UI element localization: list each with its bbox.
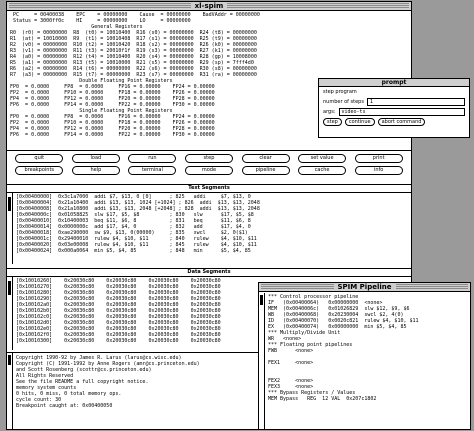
button-row-2 (7, 166, 411, 175)
register-line: General Registers (10, 24, 143, 30)
set-value-button[interactable]: set value (298, 154, 346, 163)
register-line: FP6 = 0.0000 FP14 = 0.0000 FP22 = 0.00000 FP30 = 0.00000 (10, 102, 215, 108)
text-segment-row: [0x00400004] 0x21a10400 addi $13, $13, 1024 [+1024] ; 826 addi $13, $13, 2048 (16, 200, 260, 206)
text-segment-row: [0x00400000] 0x3c1a7000 addi $7, $13, 0 [0] ; 825 addi $7, $13, 0 (16, 194, 251, 200)
text-segment-pane (7, 184, 411, 264)
pipeline-line: ID (0x00400070) 0x0020c821 rulew $4, $10, $11 (268, 318, 419, 324)
text-segment-row: [0x00400008] 0x21a10800 addi $13, $13, 2048 [+2048] ; 828 addi $13, $13, 2048 (16, 206, 260, 212)
pipeline-line: *** Control processor pipeline (268, 294, 359, 300)
register-line: R3 (v1) = 00000000 R11 (t3) = 20010f1f R19 (s3) = 00000000 R27 (k1) = 00000000 (10, 48, 257, 54)
register-line: FP0 = 0.0000 FP8 = 0.0000 FP16 = 0.00000 FP24 = 0.00000 (10, 114, 215, 120)
data-segments-header: Data Segments (187, 269, 231, 275)
register-line: FP0 = 0.0000 FP8 = 0.0000 FP16 = 0.00000 FP24 = 0.00000 (10, 84, 215, 90)
data-segment-scrollbar[interactable] (7, 277, 13, 350)
register-line: FP6 = 0.0000 FP14 = 0.0000 FP22 = 0.00000 FP30 = 0.00000 (10, 132, 215, 138)
pipeline-line: *** Multiply/Divide Unit (268, 330, 341, 336)
data-segment-row: [0x10010300] 0x20030c80 0x20030c80 0x20030c80 0x20030c80 (16, 338, 221, 344)
quit-button[interactable]: quit (15, 154, 63, 163)
console-line: Copyright (C) 1991-1992 by Anne Rogers (amr@cs.princeton.edu) (16, 361, 200, 367)
pipeline-line: FEX2 <none> (268, 378, 314, 384)
text-segment-row: [0x0040000c] 0x01058825 slw $17, $5, $8 ; 830 slw $17, $5, $8 (16, 212, 254, 218)
console-line: 0 hits, 0 miss, 0 total memory ops. (16, 391, 122, 397)
pipeline-line: *** Floating point pipelines (268, 342, 353, 348)
pipeline-line: MEM Bypass REG 12 VAL 0x207c1802 (268, 396, 377, 402)
window-title: xl-spim (191, 2, 228, 10)
console-scrollbar[interactable] (7, 353, 13, 429)
data-segment-row: [0x100102c0] 0x20030c80 0x20030c80 0x20030c80 0x20030c80 (16, 314, 221, 320)
pipeline-line: MEM (0x0040006c) 0x01026829 slw $12, $9, $6 (268, 306, 410, 312)
register-line: Single Floating Point Registers (10, 108, 173, 114)
data-segment-row: [0x100102e0] 0x20030c80 0x20030c80 0x20030c80 0x20030c80 (16, 326, 221, 332)
data-segment-row: [0x100102a0] 0x20030c80 0x20030c80 0x20030c80 0x20030c80 (16, 302, 221, 308)
data-segment-row: [0x100102b0] 0x20030c80 0x20030c80 0x20030c80 0x20030c80 (16, 308, 221, 314)
register-line: Status = 3000ff0c HI = 00000000 LO = 00000000 (10, 18, 191, 24)
register-line: R4 (a0) = 00000000 R12 (t4) = 10010400 R20 (s4) = 00000000 R28 (gp) = 10008000 (10, 54, 257, 60)
register-line: Double Floating Point Registers (10, 78, 173, 84)
console-line: All Rights Reserved (16, 373, 74, 379)
register-line: PC = 00400038 EPC = 00000000 Cause = 00000000 BadVAddr = 00000000 (10, 12, 260, 18)
clear-button[interactable]: clear (242, 154, 290, 163)
text-segment-scrollbar[interactable] (7, 193, 13, 264)
console-line: and Scott Rosenberg (scottr@cs.princeton.edu) (16, 367, 152, 373)
scroll-thumb[interactable] (8, 355, 11, 365)
register-line: R1 (at) = 10010000 R9 (t1) = 10010408 R17 (s1) = 00000000 R25 (t9) = 00000000 (10, 36, 257, 42)
step-button[interactable]: step (323, 118, 342, 126)
console-line: See the file README a full copyright notice. (16, 379, 149, 385)
console-line: Copyright 1990-92 by James R. Larus (larus@cs.wisc.edu) (16, 355, 182, 361)
register-line: FP4 = 0.0000 FP12 = 0.0000 FP20 = 0.00000 FP28 = 0.00000 (10, 96, 215, 102)
info-button[interactable]: info (355, 166, 403, 175)
prompt-label: step program (323, 89, 357, 95)
console-line: cycle count: 30 (16, 397, 62, 403)
cache-button[interactable]: cache (298, 166, 346, 175)
prompt-title-bar[interactable]: prompt (319, 79, 469, 87)
pipeline-line: WB (0x00400068) 0x20230004 swcl $2, 4(0) (268, 312, 404, 318)
pipeline-line: WR <none> (268, 336, 302, 342)
register-line: FP2 = 0.0000 FP10 = 0.0000 FP18 = 0.00000 FP26 = 0.00000 (10, 90, 215, 96)
button-row-1 (7, 154, 411, 163)
pipeline-button[interactable]: pipeline (242, 166, 290, 175)
steps-label: number of steps (323, 98, 364, 105)
load-button[interactable]: load (72, 154, 120, 163)
pipeline-line: FEX3 <none> (268, 384, 314, 390)
button-panel (7, 150, 411, 180)
text-segment-list (16, 194, 409, 264)
text-segment-row: [0x00400024] 0x000a0064 min $5, $4, 85 ; 848 min $5, $4, 85 (16, 248, 251, 254)
register-line: FP4 = 0.0000 FP12 = 0.0000 FP20 = 0.00000 FP28 = 0.00000 (10, 126, 215, 132)
console-line: Breakpoint caught at: 0x00400050 (16, 403, 113, 409)
xspim-title-bar[interactable] (7, 2, 411, 11)
register-line: R5 (a1) = 00000000 R13 (t5) = 10010000 R21 (s5) = 00000000 R29 (sp) = 7fff4d0 (10, 60, 254, 66)
pipeline-line: IF (0x00400064) 0x00000000 <none> (268, 300, 383, 306)
pipeline-window (258, 282, 471, 430)
continue-button[interactable]: continue (345, 118, 375, 126)
data-segment-row: [0x10010290] 0x20030c80 0x20030c80 0x20030c80 0x20030c80 (16, 296, 221, 302)
print-button[interactable]: print (355, 154, 403, 163)
data-segment-row: [0x100102f0] 0x20030c80 0x20030c80 0x20030c80 0x20030c80 (16, 332, 221, 338)
pipeline-line: EX (0x00400074) 0x00000000 min $5, $4, 85 (268, 324, 407, 330)
pipeline-text (268, 294, 468, 429)
mode-button[interactable]: mode (185, 166, 233, 175)
register-line: R7 (a3) = 00000000 R15 (t7) = 00000000 R23 (s7) = 00000000 R31 (ra) = 00000000 (10, 72, 257, 78)
register-line: FP2 = 0.0000 FP10 = 0.0000 FP18 = 0.00000 FP26 = 0.00000 (10, 120, 215, 126)
data-segment-row: [0x100102d0] 0x20030c80 0x20030c80 0x20030c80 0x20030c80 (16, 320, 221, 326)
pipeline-scrollbar[interactable] (259, 293, 265, 429)
text-segment-row: [0x0040001c] 0x29400010 rulew $4, $10, $11 ; 840 rulew $4, $10, $11 (16, 236, 257, 242)
text-segments-header: Text Segments (188, 185, 230, 191)
step-button[interactable]: step (185, 154, 233, 163)
pipeline-line: *** Bypass Registers / Values (268, 390, 356, 396)
console-line: memory system counts (16, 385, 77, 391)
args-label: args: (323, 108, 336, 115)
pipeline-title: SPIM Pipeline (334, 283, 396, 291)
data-segment-row: [0x10010270] 0x20030c80 0x20030c80 0x20030c80 0x20030c80 (16, 284, 221, 290)
help-button[interactable]: help (72, 166, 120, 175)
abort-command-button[interactable]: abort command (378, 118, 426, 126)
data-segment-row: [0x10010260] 0x20030c80 0x20030c80 0x20030c80 0x20030c80 (16, 278, 221, 284)
pipeline-line: FEX1 <none> (268, 360, 314, 366)
text-segment-row: [0x00400014] 0x0000000c add $17, $4, 0 ; 832 add $17, $4, 0 (16, 224, 251, 230)
scroll-thumb[interactable] (8, 281, 11, 295)
terminal-button[interactable]: terminal (128, 166, 176, 175)
run-button[interactable]: run (128, 154, 176, 163)
register-line: R0 (r0) = 00000000 R8 (t0) = 10010400 R16 (s0) = 00000000 R24 (t8) = 00000000 (10, 30, 257, 36)
text-segment-row: [0x00400020] 0x03e00008 rulew $4, $10, $11 ; 845 rulew $4, $10, $11 (16, 242, 257, 248)
steps-input[interactable]: 1 (367, 98, 465, 106)
register-line: R6 (a2) = 00000000 R14 (t6) = 00000000 R22 (s6) = 00000000 R30 (s8) = 00000000 (10, 66, 257, 72)
text-segment-row: [0x00400010] 0x10400003 beq $11, $6, 8 ; 831 beq $11, $6, 8 (16, 218, 251, 224)
breakpoints-button[interactable]: breakpoints (15, 166, 63, 175)
args-input[interactable]: video-ts (339, 108, 466, 116)
scroll-thumb[interactable] (8, 197, 11, 211)
text-segment-row: [0x00400018] 0xae290000 sw $9, $13, 0(00000) ; 835 swcl $2, 0($1) (16, 230, 248, 236)
scroll-thumb[interactable] (260, 295, 263, 305)
pipeline-line: FWB <none> (268, 348, 314, 354)
prompt-dialog (318, 78, 470, 138)
register-line: R2 (v0) = 00000000 R10 (t2) = 10010420 R18 (s2) = 00000000 R26 (k0) = 00000000 (10, 42, 257, 48)
data-segment-row: [0x10010280] 0x20030c80 0x20030c80 0x20030c80 0x20030c80 (16, 290, 221, 296)
pipeline-title-bar[interactable] (259, 283, 470, 292)
